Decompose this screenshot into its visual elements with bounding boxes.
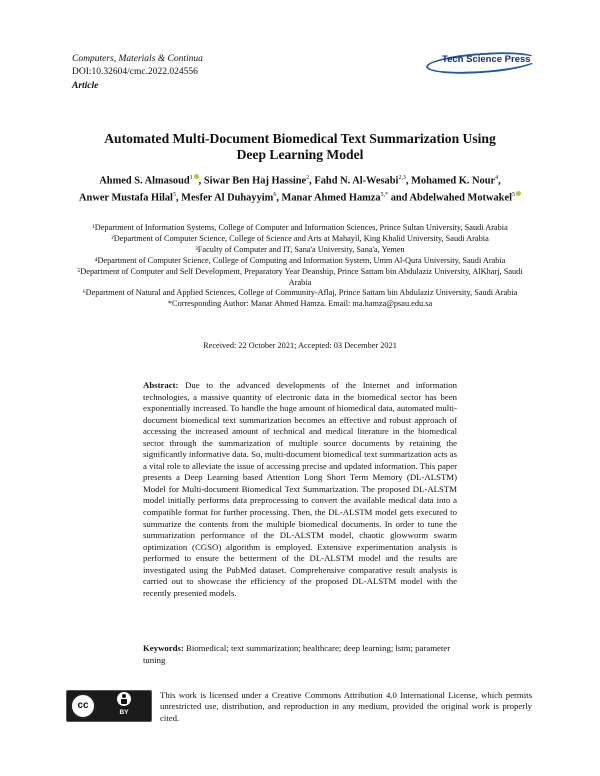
abstract-text: Due to the advanced developments of the Internet and information technologies, a massive quantity of electronic data in the biomedical sector has been exponentially increased. To handle the huge amount of biomedical data, automated multi-document biomedical text summarization becomes an effective and robust approach of accessing the increased amount of technical and medical literature in the biomedical sector through the summarization of multiple source documents by retaining the significantly informative data. So, multi-document biomedical text summarization acts as a vital role to alleviate the issue of accessing precise and updated information. This paper presents a Deep Learning based Attention Long Short Term Memory (DL-ALSTM) Model for Multi-document Biomedical Text Summarization. The proposed DL-ALSTM model initially performs data preprocessing to convert the available medical data into a compatible format for further processing. Then, the DL-ALSTM model gets executed to summarize the contents from the multiple biomedical documents. In order to tune the summarization performance of the DL-ALSTM model, chaotic glowworm swarm optimization (CGSO) algorithm is employed. Extensive experimentation analysis is performed to ensure the betterment of the DL-ALSTM model and the results are investigated using the PubMed dataset. Comprehensive comparative result analysis is carried out to showcase the efficiency of the proposed DL-ALSTM model with the recently presented models. [143, 380, 458, 598]
author: Ahmed S. Almasoud [99, 175, 190, 187]
author-list: Ahmed S. Almasoud$^1$ , Siwar Ben Haj Hassine$^2$, Fahd N. Al-Wesabi$^{2,3}$, Mohamed K. Nour$^4$, Anwer Mustafa Hilal$^5$, Mesfer Al Duhayyim$^6$, Manar Ahmed Hamza$^{5,*}$ and Abdelwahed Motwakel$^5$ [70, 171, 530, 206]
abstract-label: Abstract: [143, 380, 179, 390]
keywords-label: Keywords: [143, 643, 184, 653]
cc-by-license-badge[interactable] [66, 690, 152, 722]
by-label: BY [119, 709, 129, 716]
author: Manar Ahmed Hamza [281, 192, 381, 204]
orcid-icon[interactable] [194, 174, 199, 179]
author-affil-sup: 2,3 [398, 175, 406, 181]
publisher-name: Tech Science Press [442, 54, 531, 65]
affiliation: ⁴Department of Computer Science, College of Computing and Information System, Umm Al-Qura University, Saudi Arabia [94, 255, 506, 265]
affiliation: ⁶Department of Natural and Applied Sciences, College of Community-Aflaj, Prince Sattam bin Abdulaziz University, Saudi Arabia [82, 288, 518, 298]
author-affil-sup: 5 [172, 192, 176, 199]
author-affil-sup: 6 [273, 192, 277, 199]
author: Anwer Mustafa Hilal [79, 192, 173, 204]
cc-icon: cc [70, 693, 96, 719]
paper-title: Automated Multi-Document Biomedical Text Summarization Using Deep Learning Model [104, 131, 496, 162]
keywords [143, 643, 457, 666]
abstract [143, 380, 457, 599]
author-affil-sup: 5,* [380, 192, 389, 199]
author-affil-sup: 1 [189, 175, 193, 181]
corresponding-author: *Corresponding Author: Manar Ahmed Hamza. Email: ma.hamza@psau.edu.sa [167, 299, 433, 309]
author: Fahd N. Al-Wesabi [314, 175, 399, 187]
affiliations [70, 223, 530, 310]
person-icon [117, 692, 131, 706]
author: Mesfer Al Duhayyim [181, 192, 274, 204]
received-dates: Received: 22 October 2021; Accepted: 03 December 2021 [203, 341, 397, 350]
doi[interactable]: DOI:10.32604/cmc.2022.024556 [72, 67, 198, 77]
keywords-text: Biomedical; text summarization; healthcare; deep learning; lstm; parameter tuning [143, 643, 451, 665]
author: Siwar Ben Haj Hassine [203, 175, 307, 187]
affiliation: ¹Department of Information Systems, College of Computer and Information Sciences, Prince Sultan University, Saudi Arabia [92, 223, 508, 232]
affiliation: ⁵Department of Computer and Self Development, Preparatory Year Deanship, Prince Sattam bin Abdulaziz University, AlKharj, Saudi Arabia [77, 266, 523, 287]
publisher-logo [426, 50, 536, 70]
author-affil-sup: 5 [511, 192, 515, 199]
author: Abdelwahed Motwakel [409, 192, 512, 204]
license-text: This work is licensed under a Creative Commons Attribution 4.0 International License, which permits unrestricted use, distribution, and reproduction in any medium, provided the original work is properly cited. [160, 690, 532, 723]
author: Mohamed K. Nour [411, 175, 496, 187]
author-affil-sup: 2 [306, 175, 310, 181]
author-affil-sup: 4 [495, 175, 499, 181]
journal-name: Computers, Materials & Continua [72, 54, 203, 64]
affiliation: ²Department of Computer Science, College of Science and Arts at Mahayil, King Khalid University, Saudi Arabia [111, 233, 489, 243]
article-type: Article [72, 81, 99, 91]
affiliation: ³Faculty of Computer and IT, Sana'a University, Sana'a, Yemen [195, 244, 405, 254]
orcid-icon[interactable] [516, 191, 521, 196]
